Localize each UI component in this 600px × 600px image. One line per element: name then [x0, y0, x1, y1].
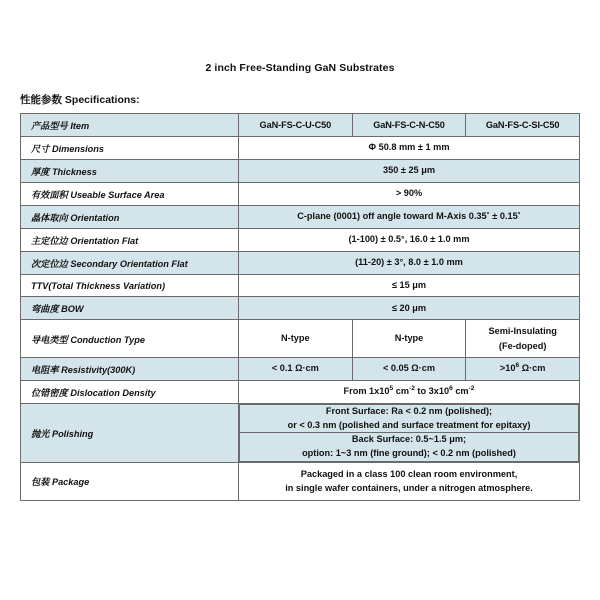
row-label-cn: 有效面积: [31, 190, 68, 201]
page-title: 2 inch Free-Standing GaN Substrates: [205, 62, 395, 74]
row-label-cn: 厚度: [31, 167, 50, 178]
table-row: [21, 357, 580, 380]
row-label-en: Thickness: [51, 167, 97, 177]
row-label-en: Resistivity(300K): [61, 364, 136, 375]
row-label-en: Package: [51, 477, 90, 488]
header-item-label: [21, 114, 239, 137]
row-value-dimensions: Φ 50.8 mm ± 1 mm: [239, 137, 580, 160]
specifications-table: [20, 113, 580, 501]
row-value-orientation-flat: (1-100) ± 0.5°, 16.0 ± 1.0 mm: [239, 229, 580, 252]
row-label-cn: 次定位边: [31, 259, 68, 270]
table-row: [21, 137, 580, 160]
row-label-cn: 位错密度: [31, 387, 68, 399]
table-row: [21, 463, 580, 501]
header-item-label-cn: 产品型号: [31, 121, 68, 132]
row-label-orientation-flat: [21, 229, 239, 252]
row-label-cn: 主定位边: [31, 236, 68, 247]
row-label-en: TTV(Total Thickness Variation): [31, 280, 166, 291]
row-label-ttv: [21, 275, 239, 297]
polishing-front-line-2: or < 0.3 nm (polished and surface treatment for epitaxy): [287, 419, 531, 430]
row-label-cn: 电阻率: [31, 364, 59, 376]
row-value-secondary-orientation-flat: (11-20) ± 3°, 8.0 ± 1.0 mm: [239, 252, 580, 275]
row-label-resistivity: [21, 357, 239, 380]
resistivity-col-3: $>10^6$ Ω·cm: [466, 357, 580, 380]
table-row: [21, 160, 580, 183]
polishing-back-surface: [240, 433, 579, 462]
polishing-front-surface: [240, 404, 579, 433]
row-label-cn: 抛光: [31, 428, 50, 440]
row-value-ttv: ≤ 15 μm: [239, 275, 580, 297]
specifications-heading-cn: 性能参数: [20, 94, 62, 106]
row-value-orientation: C-plane (0001) off angle toward M-Axis 0.35˚ ± 0.15˚: [239, 206, 580, 229]
row-label-en: Orientation: [70, 213, 120, 223]
row-value-polishing: [239, 403, 580, 462]
specifications-heading: [20, 92, 600, 107]
resistivity-col-1: < 0.1 Ω·cm: [239, 357, 353, 380]
row-label-dimensions: [21, 137, 239, 160]
row-label-secondary-orientation-flat: [21, 252, 239, 275]
row-label-en: Dimensions: [51, 144, 105, 154]
table-row: [21, 229, 580, 252]
row-label-thickness: [21, 160, 239, 183]
row-label-cn: 晶体取向: [31, 213, 68, 224]
row-label-en: Conduction Type: [70, 334, 145, 345]
polishing-front-line-1: Front Surface: Ra < 0.2 nm (polished);: [325, 405, 493, 416]
table-row: [21, 183, 580, 206]
table-row: [21, 403, 580, 462]
table-row: [21, 320, 580, 358]
row-label-en: Orientation Flat: [70, 236, 139, 246]
column-header-3: GaN-FS-C-SI-C50: [466, 114, 580, 137]
row-label-en: Dislocation Density: [70, 387, 156, 398]
table-row: [21, 297, 580, 320]
table-row: [21, 380, 580, 403]
polishing-back-line-1: Back Surface: 0.5~1.5 μm;: [351, 434, 467, 445]
row-value-dislocation-density: From $1x10^5$ $cm^{-2}$ to $3x10^6$ $cm^{-2}$: [239, 380, 580, 403]
row-value-useable-surface-area: > 90%: [239, 183, 580, 206]
table-header-row: [21, 114, 580, 137]
row-label-cn: 尺寸: [31, 144, 50, 155]
polishing-back-line-2: option: 1~3 nm (fine ground); < 0.2 nm (polished): [302, 448, 516, 459]
row-label-bow: [21, 297, 239, 320]
resistivity-col-2: < 0.05 Ω·cm: [352, 357, 466, 380]
conduction-type-col-1: N-type: [239, 320, 353, 358]
row-label-package: [21, 463, 239, 501]
row-label-cn: 弯曲度: [31, 304, 59, 316]
table-row: [21, 206, 580, 229]
table-row: [21, 252, 580, 275]
specifications-heading-en: Specifications:: [64, 94, 140, 106]
header-item-label-en: Item: [70, 121, 90, 131]
row-label-dislocation-density: [21, 380, 239, 403]
package-line-2: in single wafer containers, under a nitrogen atmosphere.: [285, 483, 533, 494]
row-label-polishing: [21, 403, 239, 462]
row-value-package: [239, 463, 580, 501]
column-header-1: GaN-FS-C-U-C50: [239, 114, 353, 137]
row-label-cn: 包装: [31, 477, 50, 489]
row-value-bow: ≤ 20 μm: [239, 297, 580, 320]
conduction-type-col-2: N-type: [352, 320, 466, 358]
row-label-en: Useable Surface Area: [70, 190, 165, 200]
package-line-1: Packaged in a class 100 clean room environment,: [300, 469, 518, 480]
column-header-2: GaN-FS-C-N-C50: [352, 114, 466, 137]
row-value-thickness: 350 ± 25 μm: [239, 160, 580, 183]
row-label-en: Polishing: [51, 428, 94, 439]
conduction-type-col-3: Semi-Insulating (Fe-doped): [466, 320, 580, 358]
row-label-en: BOW: [61, 304, 84, 315]
row-label-cn: 导电类型: [31, 334, 68, 346]
row-label-conduction-type: [21, 320, 239, 358]
row-label-orientation: [21, 206, 239, 229]
row-label-useable-surface-area: [21, 183, 239, 206]
row-label-en: Secondary Orientation Flat: [70, 259, 188, 269]
table-row: [21, 275, 580, 297]
